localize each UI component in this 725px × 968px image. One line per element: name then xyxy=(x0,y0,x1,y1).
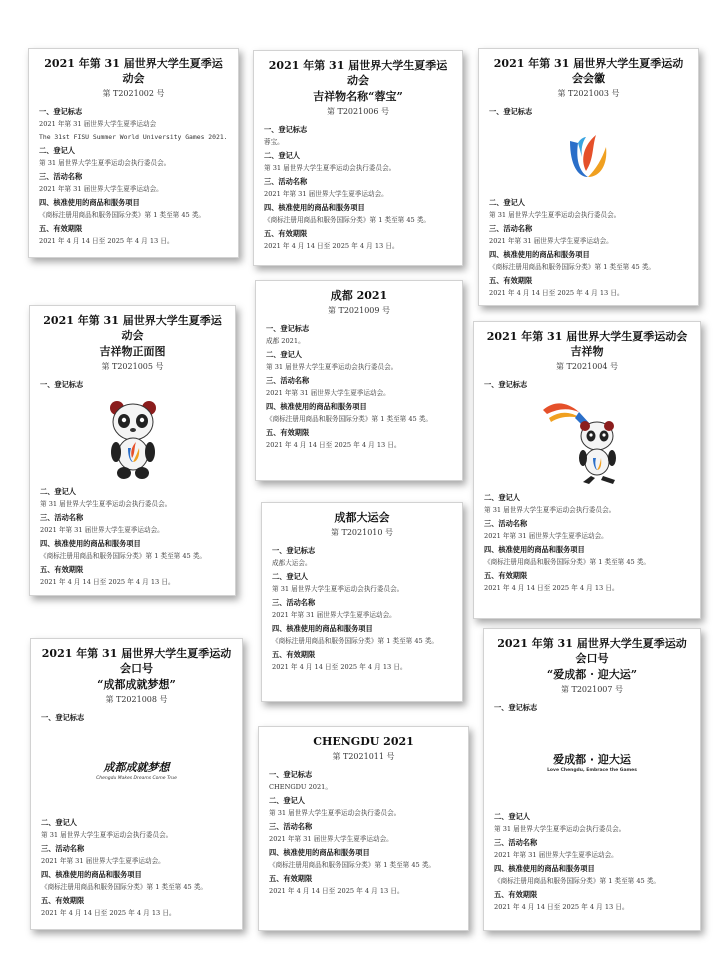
section-validity-label: 五、有效期限 xyxy=(494,890,538,899)
section-activity-label: 三、活动名称 xyxy=(40,513,84,522)
section-goods-label: 四、核准使用的商品和服务项目 xyxy=(264,203,365,212)
registration-number: 第 T2021007 号 xyxy=(560,685,624,694)
registration-number: 第 T2021006 号 xyxy=(326,107,390,116)
section-registrant-label: 二、登记人 xyxy=(266,350,302,359)
validity-value: 2021 年 4 月 14 日至 2025 年 4 月 13 日。 xyxy=(494,903,629,911)
slogan-english: Love Chengdu, Embrace the Games xyxy=(547,768,637,773)
section-goods-label: 四、核准使用的商品和服务项目 xyxy=(494,864,595,873)
card-title: 成都 2021 xyxy=(330,289,388,302)
card-title: 2021 年第 31 届世界大学生夏季运动会 xyxy=(44,57,223,85)
section-mark-label: 一、登记标志 xyxy=(41,713,85,722)
section-validity-label: 五、有效期限 xyxy=(489,276,533,285)
registrant-value: 第 31 届世界大学生夏季运动会执行委员会。 xyxy=(269,809,401,817)
section-activity-label: 三、活动名称 xyxy=(272,598,316,607)
card-title-line-2: 吉祥物名称“蓉宝” xyxy=(313,90,403,103)
card-title-line-2: 吉祥物正面图 xyxy=(99,345,166,358)
section-registrant-label: 二、登记人 xyxy=(39,146,75,155)
registration-number: 第 T2021003 号 xyxy=(557,89,620,98)
section-validity-label: 五、有效期限 xyxy=(264,229,308,238)
registrant-value: 第 31 届世界大学生夏季运动会执行委员会。 xyxy=(489,211,621,219)
section-registrant-label: 二、登记人 xyxy=(494,812,530,821)
section-validity-label: 五、有效期限 xyxy=(266,428,310,437)
section-goods-label: 四、核准使用的商品和服务项目 xyxy=(41,870,142,879)
slogan-logo xyxy=(494,714,690,810)
slogan-wordmark: 成都成就梦想 xyxy=(103,761,170,774)
activity-value: 2021 年第 31 届世界大学生夏季运动会。 xyxy=(484,532,608,540)
section-mark-label: 一、登记标志 xyxy=(266,324,310,333)
registration-card-t2021004 xyxy=(473,321,701,619)
mascot-front-view xyxy=(40,391,225,485)
games-emblem xyxy=(489,118,688,196)
validity-value: 2021 年 4 月 14 日至 2025 年 4 月 13 日。 xyxy=(269,887,404,895)
registration-number: 第 T2021004 号 xyxy=(555,362,619,371)
section-validity-label: 五、有效期限 xyxy=(40,565,84,574)
section-registrant-label: 二、登记人 xyxy=(272,572,308,581)
validity-value: 2021 年 4 月 14 日至 2025 年 4 月 13 日。 xyxy=(272,663,407,671)
registrant-value: 第 31 届世界大学生夏季运动会执行委员会。 xyxy=(272,585,404,593)
registration-card-t2021007 xyxy=(483,628,701,931)
section-activity-label: 三、活动名称 xyxy=(489,224,533,233)
section-validity-label: 五、有效期限 xyxy=(484,571,528,580)
activity-value: 2021 年第 31 届世界大学生夏季运动会。 xyxy=(39,185,163,193)
activity-value: 2021 年第 31 届世界大学生夏季运动会。 xyxy=(41,857,165,865)
section-mark-label: 一、登记标志 xyxy=(272,546,316,555)
registration-number: 第 T2021002 号 xyxy=(102,89,165,98)
mascot-running-view xyxy=(484,391,690,491)
validity-value: 2021 年 4 月 14 日至 2025 年 4 月 13 日。 xyxy=(484,584,619,592)
validity-value: 2021 年 4 月 14 日至 2025 年 4 月 13 日。 xyxy=(266,441,401,449)
mark-line-1: 2021 年第 31 届世界大学生夏季运动会 xyxy=(39,120,157,128)
card-title-line-1: 2021 年第 31 届世界大学生夏季运动会 xyxy=(268,59,448,87)
goods-value: 《商标注册用商品和服务国际分类》第 1 类至第 45 类。 xyxy=(39,211,206,219)
slogan-english: Chengdu Makes Dreams Come True xyxy=(96,776,177,781)
section-mark-label: 一、登记标志 xyxy=(494,703,538,712)
goods-value: 《商标注册用商品和服务国际分类》第 1 类至第 45 类。 xyxy=(264,216,431,224)
registration-card-t2021011 xyxy=(258,726,469,931)
card-title-line-1: 2021 年第 31 届世界大学生夏季运动会口号 xyxy=(497,637,687,665)
registration-card-t2021003 xyxy=(478,48,699,306)
registration-card-t2021006 xyxy=(253,50,463,266)
panda-mascot-icon xyxy=(107,396,159,480)
section-activity-label: 三、活动名称 xyxy=(484,519,528,528)
section-mark-label: 一、登记标志 xyxy=(264,125,308,134)
section-validity-label: 五、有效期限 xyxy=(269,874,313,883)
section-mark-label: 一、登记标志 xyxy=(489,107,533,116)
section-mark-label: 一、登记标志 xyxy=(40,380,84,389)
mark-value: CHENGDU 2021。 xyxy=(269,783,332,791)
validity-value: 2021 年 4 月 14 日至 2025 年 4 月 13 日。 xyxy=(264,242,399,250)
validity-value: 2021 年 4 月 14 日至 2025 年 4 月 13 日。 xyxy=(489,289,624,297)
card-title-line-1: 2021 年第 31 届世界大学生夏季运动会 xyxy=(43,314,222,342)
registration-number: 第 T2021009 号 xyxy=(327,306,391,315)
section-goods-label: 四、核准使用的商品和服务项目 xyxy=(266,402,367,411)
registrant-value: 第 31 届世界大学生夏季运动会执行委员会。 xyxy=(39,159,171,167)
section-activity-label: 三、活动名称 xyxy=(494,838,538,847)
slogan-logo xyxy=(41,724,232,816)
slogan-wordmark: 爱成都 · 迎大运 xyxy=(553,753,631,766)
activity-value: 2021 年第 31 届世界大学生夏季运动会。 xyxy=(40,526,164,534)
registration-card-t2021008 xyxy=(30,638,243,930)
goods-value: 《商标注册用商品和服务国际分类》第 1 类至第 45 类。 xyxy=(489,263,656,271)
section-registrant-label: 二、登记人 xyxy=(41,818,77,827)
card-title: 2021 年第 31 届世界大学生夏季运动会会徽 xyxy=(493,57,684,85)
section-goods-label: 四、核准使用的商品和服务项目 xyxy=(269,848,370,857)
registrant-value: 第 31 届世界大学生夏季运动会执行委员会。 xyxy=(494,825,626,833)
validity-value: 2021 年 4 月 14 日至 2025 年 4 月 13 日。 xyxy=(40,578,175,586)
registration-number: 第 T2021005 号 xyxy=(101,362,164,371)
card-title-line-1: 2021 年第 31 届世界大学生夏季运动会口号 xyxy=(41,647,232,675)
card-title: CHENGDU 2021 xyxy=(313,735,414,748)
goods-value: 《商标注册用商品和服务国际分类》第 1 类至第 45 类。 xyxy=(266,415,433,423)
registrant-value: 第 31 届世界大学生夏季运动会执行委员会。 xyxy=(264,164,396,172)
section-activity-label: 三、活动名称 xyxy=(264,177,308,186)
section-mark-label: 一、登记标志 xyxy=(269,770,313,779)
mark-value: 成都 2021。 xyxy=(266,337,305,345)
section-mark-label: 一、登记标志 xyxy=(484,380,528,389)
goods-value: 《商标注册用商品和服务国际分类》第 1 类至第 45 类。 xyxy=(40,552,207,560)
panda-torch-mascot-icon xyxy=(539,396,635,486)
registration-card-t2021010 xyxy=(261,502,463,702)
registrant-value: 第 31 届世界大学生夏季运动会执行委员会。 xyxy=(40,500,172,508)
section-activity-label: 三、活动名称 xyxy=(39,172,83,181)
activity-value: 2021 年第 31 届世界大学生夏季运动会。 xyxy=(266,389,390,397)
section-goods-label: 四、核准使用的商品和服务项目 xyxy=(272,624,373,633)
card-title: 2021 年第 31 届世界大学生夏季运动会吉祥物 xyxy=(486,330,688,358)
mark-line-2: The 31st FISU Summer World University Games 2021. xyxy=(39,133,228,141)
registration-number: 第 T2021011 号 xyxy=(332,752,395,761)
activity-value: 2021 年第 31 届世界大学生夏季运动会。 xyxy=(494,851,618,859)
goods-value: 《商标注册用商品和服务国际分类》第 1 类至第 45 类。 xyxy=(494,877,661,885)
section-goods-label: 四、核准使用的商品和服务项目 xyxy=(40,539,141,548)
section-goods-label: 四、核准使用的商品和服务项目 xyxy=(39,198,140,207)
card-title-line-2: “爱成都 · 迎大运” xyxy=(546,668,638,681)
section-mark-label: 一、登记标志 xyxy=(39,107,83,116)
section-validity-label: 五、有效期限 xyxy=(41,896,85,905)
validity-value: 2021 年 4 月 14 日至 2025 年 4 月 13 日。 xyxy=(41,909,176,917)
activity-value: 2021 年第 31 届世界大学生夏季运动会。 xyxy=(264,190,388,198)
goods-value: 《商标注册用商品和服务国际分类》第 1 类至第 45 类。 xyxy=(484,558,651,566)
card-title-line-2: “成都成就梦想” xyxy=(97,678,176,691)
mark-value: 蓉宝。 xyxy=(264,138,284,146)
registration-card-t2021002 xyxy=(28,48,239,258)
goods-value: 《商标注册用商品和服务国际分类》第 1 类至第 45 类。 xyxy=(41,883,208,891)
section-activity-label: 三、活动名称 xyxy=(41,844,85,853)
section-registrant-label: 二、登记人 xyxy=(484,493,520,502)
activity-value: 2021 年第 31 届世界大学生夏季运动会。 xyxy=(489,237,613,245)
section-goods-label: 四、核准使用的商品和服务项目 xyxy=(489,250,590,259)
section-activity-label: 三、活动名称 xyxy=(266,376,310,385)
registration-number: 第 T2021010 号 xyxy=(330,528,394,537)
section-goods-label: 四、核准使用的商品和服务项目 xyxy=(484,545,585,554)
validity-value: 2021 年 4 月 14 日至 2025 年 4 月 13 日。 xyxy=(39,237,174,245)
goods-value: 《商标注册用商品和服务国际分类》第 1 类至第 45 类。 xyxy=(272,637,439,645)
goods-value: 《商标注册用商品和服务国际分类》第 1 类至第 45 类。 xyxy=(269,861,436,869)
registration-card-t2021009 xyxy=(255,280,463,481)
card-title: 成都大运会 xyxy=(334,511,390,524)
registrant-value: 第 31 届世界大学生夏季运动会执行委员会。 xyxy=(41,831,173,839)
activity-value: 2021 年第 31 届世界大学生夏季运动会。 xyxy=(269,835,393,843)
registration-number: 第 T2021008 号 xyxy=(105,695,168,704)
activity-value: 2021 年第 31 届世界大学生夏季运动会。 xyxy=(272,611,396,619)
section-registrant-label: 二、登记人 xyxy=(269,796,305,805)
mark-value: 成都大运会。 xyxy=(272,559,312,567)
section-registrant-label: 二、登记人 xyxy=(489,198,525,207)
emblem-icon xyxy=(566,131,612,183)
section-activity-label: 三、活动名称 xyxy=(269,822,313,831)
section-registrant-label: 二、登记人 xyxy=(40,487,76,496)
registration-card-t2021005 xyxy=(29,305,236,596)
section-validity-label: 五、有效期限 xyxy=(272,650,316,659)
registrant-value: 第 31 届世界大学生夏季运动会执行委员会。 xyxy=(484,506,616,514)
section-registrant-label: 二、登记人 xyxy=(264,151,300,160)
registrant-value: 第 31 届世界大学生夏季运动会执行委员会。 xyxy=(266,363,398,371)
section-validity-label: 五、有效期限 xyxy=(39,224,83,233)
